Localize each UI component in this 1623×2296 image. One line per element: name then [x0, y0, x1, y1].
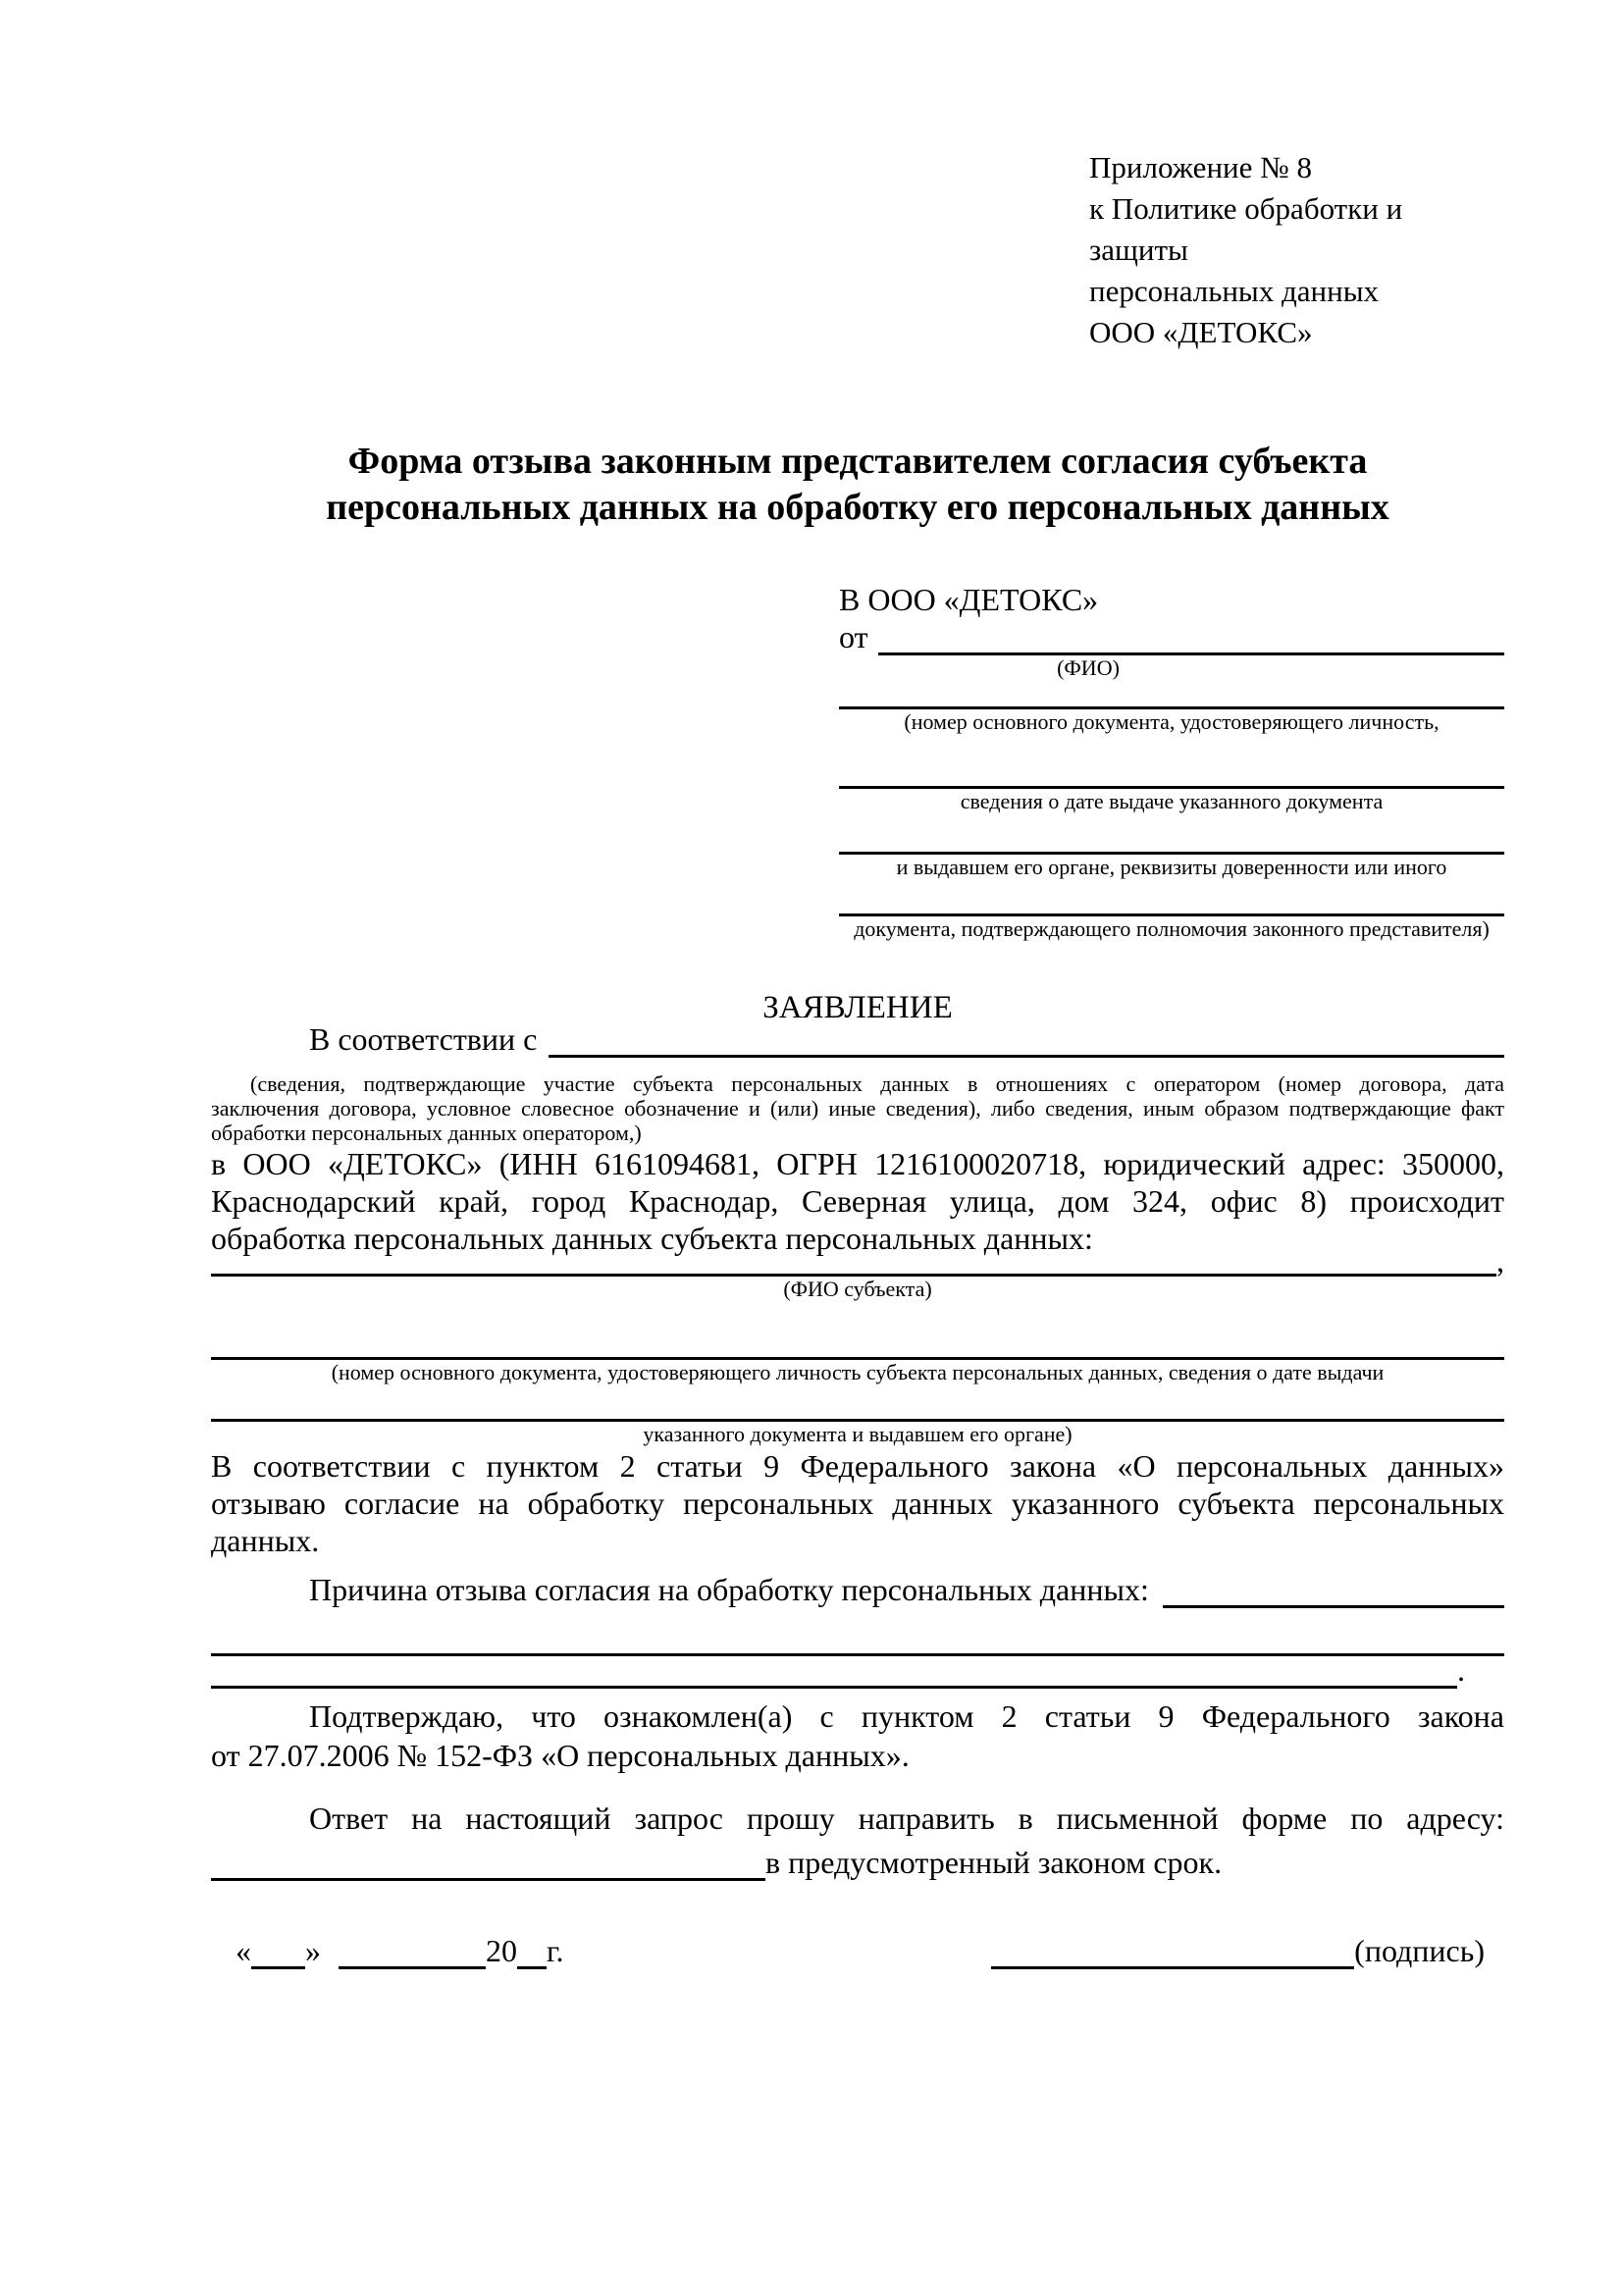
subject-doc-issuer-field-line[interactable] [211, 1385, 1504, 1422]
reference-line-4: ООО «ДЕТОКС» [1089, 315, 1313, 349]
title-line-2: персональных данных на обработку его персональных данных [326, 487, 1389, 528]
signature-field-line[interactable] [991, 1937, 1354, 1969]
reply-address-field-line[interactable] [211, 1835, 765, 1881]
reply-paragraph [211, 1799, 1504, 1881]
signature-group [991, 1933, 1485, 1969]
footer-row [211, 1933, 1504, 1969]
withdraw-line-1: В соответствии с пунктом 2 статьи 9 Федерального закона «О персональных данных» [211, 1448, 1504, 1484]
intro-row [211, 1021, 1504, 1058]
title-line-1: Форма отзыва законным представителем согласия субъекта [347, 441, 1368, 482]
operator-paragraph [211, 1145, 1504, 1257]
from-label: от [839, 619, 868, 654]
reply-address-row [211, 1838, 1504, 1881]
basis-field-line[interactable] [549, 1055, 1504, 1058]
date-day-field-line[interactable] [251, 1937, 305, 1969]
addressee-block [839, 579, 1504, 942]
operator-line-2: Краснодарский край, город Краснодар, Северная улица, дом 324, офис 8) происходит [211, 1183, 1504, 1219]
fine-print-line-2: заключения договора, условное словесное обозначение и (или) иные сведения), либо сведения, иным образом подтверждающие факт [211, 1096, 1504, 1121]
reference-block [1089, 147, 1504, 353]
doc-caption-4: документа, подтверждающего полномочия законного представителя) [854, 916, 1490, 941]
statement-heading: ЗАЯВЛЕНИЕ [762, 990, 953, 1025]
doc-caption-2: сведения о дате выдаче указанного документа [960, 789, 1384, 813]
fio-field-line[interactable] [878, 652, 1504, 655]
doc-caption-1: (номер основного документа, удостоверяющего личность, [904, 709, 1440, 734]
doc-caption-3: и выдавшем его органе, реквизиты доверенности или иного [896, 855, 1447, 879]
reason-row [211, 1572, 1504, 1608]
date-year-field-line[interactable] [517, 1937, 547, 1969]
signature-caption: (подпись) [1354, 1933, 1485, 1968]
subject-doc-caption-1: (номер основного документа, удостоверяющего личность субъекта персональных данных, сведения о дате выдачи [331, 1360, 1385, 1384]
operator-line-3: обработка персональных данных субъекта персональных данных: [211, 1221, 1093, 1256]
fine-print [211, 1071, 1504, 1145]
date-year-suffix: г. [547, 1933, 564, 1968]
reply-line-2-text: в предусмотренный законом срок. [765, 1845, 1223, 1880]
document-title [211, 439, 1504, 531]
addressee-to: В ООО «ДЕТОКС» [839, 582, 1099, 617]
date-open-quote: « [236, 1933, 251, 1968]
addressee-from-row [839, 620, 1504, 655]
trailing-comma: , [1496, 1243, 1504, 1278]
doc-date-field-line[interactable] [839, 735, 1504, 789]
reason-field-line-3[interactable] [211, 1686, 1457, 1689]
trailing-period: . [1457, 1652, 1465, 1688]
date-group [236, 1933, 564, 1969]
fine-print-line-3: обработки персональных данных оператором,) [211, 1121, 642, 1145]
date-month-field-line[interactable] [339, 1937, 486, 1969]
doc-number-field-line[interactable] [839, 681, 1504, 709]
operator-line-1: в ООО «ДЕТОКС» (ИНН 6161094681, ОГРН 1216100020718, юридический адрес: 350000, [211, 1146, 1504, 1181]
withdraw-line-2: отзываю согласие на обработку персональных данных указанного субъекта персональных [211, 1486, 1504, 1521]
date-year-prefix: 20 [486, 1933, 517, 1968]
fine-print-line-1: (сведения, подтверждающие участие субъекта персональных данных в отношениях с оператором (номер договора, дата [250, 1071, 1504, 1096]
doc-authority-field-line[interactable] [839, 880, 1504, 916]
reason-field-line[interactable] [1163, 1605, 1504, 1608]
subject-doc-caption-2: указанного документа и выдавшем его органе) [643, 1422, 1073, 1446]
date-close-quote: » [305, 1933, 321, 1968]
fio-caption: (ФИО) [1057, 655, 1120, 680]
reason-field-line-2[interactable] [211, 1608, 1504, 1656]
reference-line-2: к Политике обработки и защиты [1089, 191, 1403, 267]
withdraw-line-3: данных. [211, 1523, 320, 1558]
confirm-paragraph [211, 1696, 1504, 1775]
subject-fio-caption: (ФИО субъекта) [783, 1277, 932, 1301]
reason-label: Причина отзыва согласия на обработку персональных данных: [309, 1572, 1149, 1607]
doc-issuer-field-line[interactable] [839, 814, 1504, 855]
withdraw-paragraph [211, 1447, 1504, 1559]
subject-name-row [211, 1243, 1504, 1278]
reply-line-1: Ответ на настоящий запрос прошу направить в письменной форме по адресу: [309, 1800, 1504, 1836]
confirm-line-1: Подтверждаю, что ознакомлен(а) с пунктом 2 статьи 9 Федерального закона [309, 1698, 1504, 1734]
subject-doc-field-line[interactable] [211, 1302, 1504, 1360]
reason-field-row-3 [211, 1652, 1504, 1689]
confirm-line-2: от 27.07.2006 № 152-ФЗ «О персональных данных». [211, 1738, 910, 1773]
intro-label: В соответствии с [309, 1021, 538, 1057]
reference-line-1: Приложение № 8 [1089, 150, 1312, 184]
reference-line-3: персональных данных [1089, 274, 1380, 308]
